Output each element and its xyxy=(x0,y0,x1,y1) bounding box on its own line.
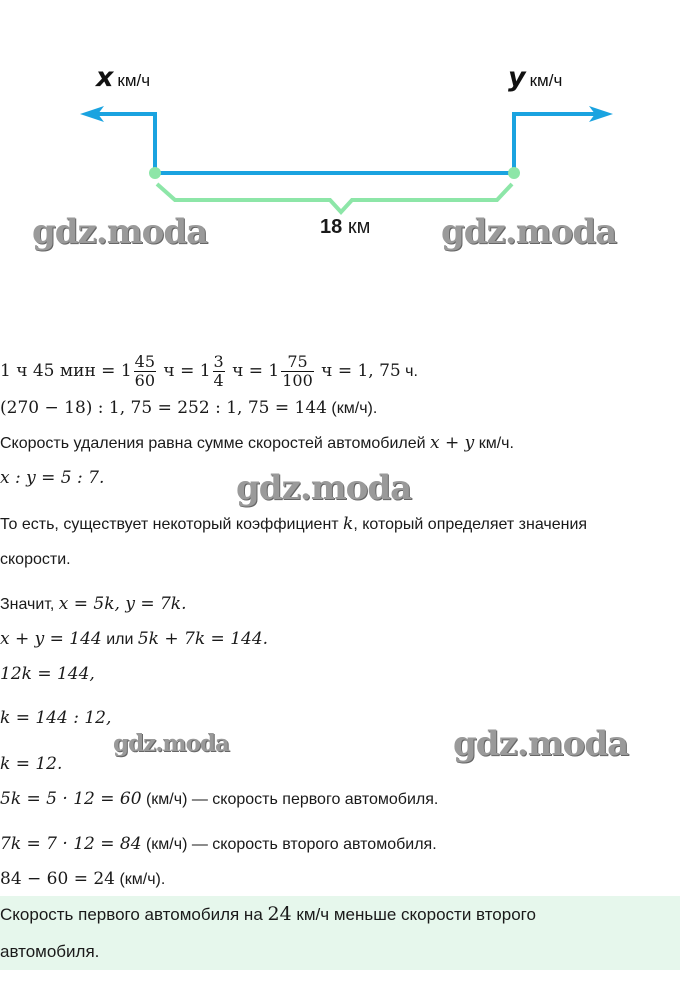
answer-line-1 xyxy=(0,902,680,927)
left-speed-label xyxy=(96,62,150,93)
fraction-denominator: 60 xyxy=(134,371,156,391)
solution-line-7 xyxy=(0,592,680,617)
math-expression: k = 12. xyxy=(0,754,63,774)
watermark: gdz.moda xyxy=(32,212,208,252)
solution-line-4 xyxy=(0,466,680,491)
math-variable: k xyxy=(343,514,354,534)
explanation-text: Скорость удаления равна сумме скоростей автомобилей xyxy=(0,435,431,452)
solution-line-5 xyxy=(0,512,680,537)
solution-line-3 xyxy=(0,431,680,456)
time-conversion-prefix: 1 ч 45 мин = 1 xyxy=(0,361,132,381)
math-expression: x = 5k, y = 7k. xyxy=(58,594,187,614)
unit-text: км/ч. xyxy=(474,435,514,452)
unit-text: (км/ч). xyxy=(326,400,378,417)
fraction-numerator: 75 xyxy=(281,353,314,372)
math-expression: 84 − 60 = 24 xyxy=(0,869,115,889)
ratio-expression: x : y = 5 : 7. xyxy=(0,468,105,488)
fraction-3-4 xyxy=(213,353,225,390)
fraction-numerator: 45 xyxy=(134,352,156,372)
right-speed-var: y xyxy=(508,62,526,93)
left-speed-var: x xyxy=(96,62,114,93)
math-expression: 12k = 144, xyxy=(0,664,95,684)
solution-line-8 xyxy=(0,627,680,652)
right-speed-unit: км/ч xyxy=(529,71,563,90)
explanation-text: Значит, xyxy=(0,596,59,613)
explanation-text: То есть, существует некоторый коэффициент xyxy=(0,516,344,533)
math-expression: x + y = 144 xyxy=(0,629,102,649)
solution-line-13 xyxy=(0,832,680,857)
solution-line-10 xyxy=(0,706,680,731)
answer-number: 24 xyxy=(267,903,292,925)
answer-text: Скорость первого автомобиля на xyxy=(0,905,268,924)
solution-line-2 xyxy=(0,396,680,421)
math-expression: 5k + 7k = 144. xyxy=(137,629,269,649)
watermark: gdz.moda xyxy=(453,724,629,764)
math-expression: x + y xyxy=(430,433,475,453)
solution-line-1 xyxy=(0,352,680,391)
distance-number: 18 xyxy=(320,216,343,238)
time-conversion-part: ч = 1 xyxy=(226,361,280,381)
explanation-text: скорости. xyxy=(0,551,71,568)
time-conversion-part: ч = 1 xyxy=(158,361,211,381)
motion-diagram xyxy=(0,0,680,300)
solution-line-14 xyxy=(0,867,680,892)
explanation-text: , который определяет значения xyxy=(353,516,588,533)
left-speed-unit: км/ч xyxy=(117,71,151,90)
speed-sum-expression: (270 − 18) : 1, 75 = 252 : 1, 75 = 144 xyxy=(0,398,327,418)
explanation-text: или xyxy=(101,631,138,648)
math-expression: 5k = 5 · 12 = 60 xyxy=(0,789,142,809)
answer-box xyxy=(0,896,680,970)
fraction-45-60 xyxy=(134,353,156,390)
math-expression: k = 144 : 12, xyxy=(0,708,112,728)
watermark: gdz.moda xyxy=(236,468,412,508)
math-expression: 7k = 7 · 12 = 84 xyxy=(0,834,142,854)
solution-line-6 xyxy=(0,548,680,572)
solution-line-12 xyxy=(0,787,680,812)
answer-text: автомобиля. xyxy=(0,942,100,961)
watermark: gdz.moda xyxy=(113,730,229,757)
time-conversion-part: ч = 1, 75 xyxy=(315,361,401,381)
right-road-line xyxy=(514,114,596,173)
watermark: gdz.moda xyxy=(441,212,617,252)
answer-line-2 xyxy=(0,940,680,964)
answer-text: км/ч меньше скорости второго xyxy=(291,905,536,924)
solution-line-11 xyxy=(0,752,680,777)
fraction-75-100 xyxy=(281,353,314,390)
right-speed-label xyxy=(508,62,562,93)
explanation-text: (км/ч) — скорость второго автомобиля. xyxy=(141,836,437,853)
distance-label xyxy=(320,216,370,239)
left-road-line xyxy=(96,114,155,173)
time-conversion-suffix: ч. xyxy=(400,363,418,380)
right-start-dot xyxy=(508,167,520,179)
solution-line-9 xyxy=(0,662,680,687)
fraction-denominator: 100 xyxy=(282,371,313,391)
distance-brace xyxy=(157,184,512,212)
distance-unit: км xyxy=(347,216,371,238)
explanation-text: (км/ч) — скорость первого автомобиля. xyxy=(141,791,439,808)
fraction-denominator: 4 xyxy=(213,371,224,391)
fraction-numerator: 3 xyxy=(213,352,224,372)
left-start-dot xyxy=(149,167,161,179)
explanation-text: (км/ч). xyxy=(115,871,166,888)
diagram-graphic xyxy=(0,0,680,300)
